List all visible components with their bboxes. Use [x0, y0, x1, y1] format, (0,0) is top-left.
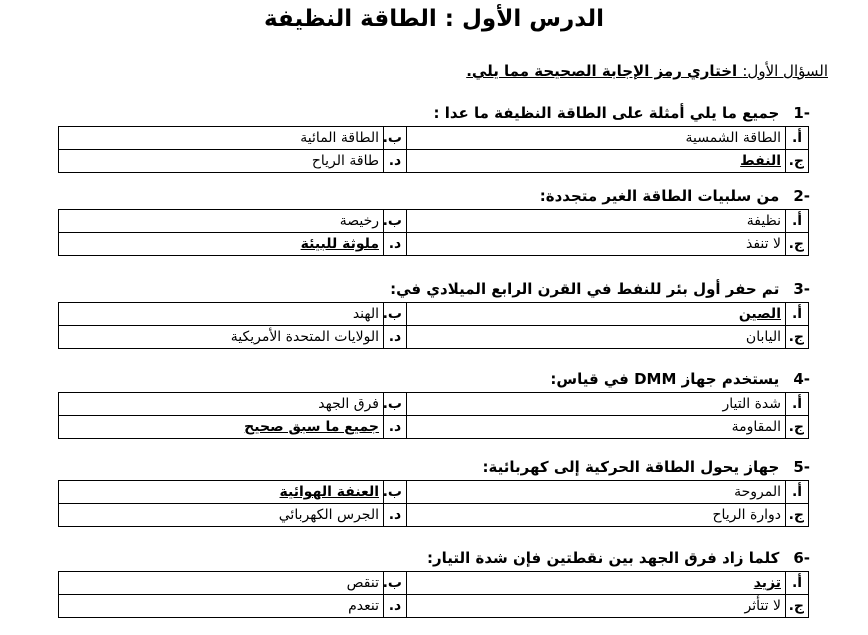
instruction-lead: السؤال الأول:: [742, 62, 828, 80]
question-3: [390, 280, 810, 298]
option-text[interactable]: [407, 416, 786, 439]
option-value: الجرس الكهربائي: [278, 507, 379, 523]
question-text: من سلبيات الطاقة الغير متجددة:: [539, 187, 780, 205]
option-text[interactable]: [407, 481, 786, 504]
option-value: ملوثة للبيئة: [300, 236, 379, 252]
option-text[interactable]: [59, 150, 384, 173]
option-text[interactable]: [59, 393, 384, 416]
option-label: أ.: [786, 393, 809, 416]
options-row: [59, 210, 809, 233]
options-row: [59, 127, 809, 150]
option-value: الصين: [738, 306, 781, 322]
page-title: الدرس الأول : الطاقة النظيفة: [263, 6, 605, 32]
option-value: الطاقة الشمسية: [685, 130, 781, 146]
options-row: [59, 481, 809, 504]
option-correct-answer[interactable]: [407, 303, 786, 326]
option-text[interactable]: [59, 127, 384, 150]
options-table-2: [58, 209, 809, 256]
options-table-5: [58, 480, 809, 527]
option-value: شدة التيار: [722, 396, 781, 412]
question-number: -3: [793, 280, 810, 298]
option-label: ج.: [786, 150, 809, 173]
option-label: د.: [384, 416, 407, 439]
option-value: اليابان: [745, 329, 781, 345]
question-5: [483, 458, 810, 476]
option-text[interactable]: [59, 210, 384, 233]
question-2: [540, 187, 810, 205]
option-value: لا تنفذ: [746, 236, 781, 252]
option-value: جميع ما سبق صحيح: [244, 419, 379, 435]
option-value: المروحة: [734, 484, 781, 500]
question-text: تم حفر أول بئر للنفط في القرن الرابع الميلادي في:: [390, 280, 780, 298]
option-label: ب.: [384, 127, 407, 150]
option-label: د.: [384, 504, 407, 527]
question-text: جهاز يحول الطاقة الحركية إلى كهربائية:: [482, 458, 780, 476]
question-number: -1: [793, 104, 810, 122]
question-number: -5: [793, 458, 810, 476]
option-text[interactable]: [59, 595, 384, 618]
options-row: [59, 233, 809, 256]
option-correct-answer[interactable]: [407, 572, 786, 595]
option-label: أ.: [786, 127, 809, 150]
option-text[interactable]: [59, 504, 384, 527]
option-value: دوارة الرياح: [712, 507, 781, 523]
question-text: جميع ما يلي أمثلة على الطاقة النظيفة ما عدا :: [433, 104, 780, 122]
question-number: -2: [793, 187, 810, 205]
option-label: ب.: [384, 210, 407, 233]
question-number: -6: [793, 549, 810, 567]
question-text: يستخدم جهاز DMM في قياس:: [550, 370, 780, 388]
question-1: [433, 104, 810, 122]
option-value: النفط: [740, 153, 781, 169]
option-label: د.: [384, 326, 407, 349]
options-table-1: [58, 126, 809, 173]
options-row: [59, 595, 809, 618]
option-label: أ.: [786, 303, 809, 326]
options-row: [59, 416, 809, 439]
option-label: ب.: [384, 481, 407, 504]
question-number: -4: [793, 370, 810, 388]
options-table-6: [58, 571, 809, 618]
option-label: ج.: [786, 595, 809, 618]
option-value: المقاومة: [731, 419, 781, 435]
question-6: [427, 549, 810, 567]
option-label: ج.: [786, 504, 809, 527]
option-text[interactable]: [59, 326, 384, 349]
option-correct-answer[interactable]: [407, 150, 786, 173]
option-text[interactable]: [59, 572, 384, 595]
option-value: الطاقة المائية: [300, 130, 379, 146]
option-label: ب.: [384, 572, 407, 595]
options-row: [59, 326, 809, 349]
option-label: أ.: [786, 572, 809, 595]
option-value: تزيد: [753, 575, 781, 591]
option-text[interactable]: [407, 393, 786, 416]
option-text[interactable]: [407, 233, 786, 256]
option-value: نظيفة: [746, 213, 781, 229]
option-text[interactable]: [59, 303, 384, 326]
option-label: د.: [384, 595, 407, 618]
option-value: العنفة الهوائية: [279, 484, 379, 500]
option-label: أ.: [786, 210, 809, 233]
option-label: د.: [384, 233, 407, 256]
option-value: الولايات المتحدة الأمريكية: [230, 329, 379, 345]
options-row: [59, 504, 809, 527]
option-text[interactable]: [407, 210, 786, 233]
option-label: ج.: [786, 416, 809, 439]
option-label: ب.: [384, 393, 407, 416]
instruction: [466, 62, 828, 80]
option-value: الهند: [352, 306, 379, 322]
option-correct-answer[interactable]: [59, 416, 384, 439]
option-label: د.: [384, 150, 407, 173]
options-row: [59, 303, 809, 326]
question-4: [550, 370, 810, 388]
option-text[interactable]: [407, 595, 786, 618]
option-value: تنقص: [346, 575, 379, 591]
option-value: فرق الجهد: [318, 396, 379, 412]
option-value: طاقة الرياح: [311, 153, 379, 169]
option-value: رخيصة: [339, 213, 379, 229]
option-correct-answer[interactable]: [59, 233, 384, 256]
options-row: [59, 572, 809, 595]
options-row: [59, 150, 809, 173]
option-label: ج.: [786, 233, 809, 256]
instruction-text: اختاري رمز الإجابة الصحيحة مما يلي.: [466, 62, 743, 80]
option-value: لا تتأثر: [744, 598, 781, 614]
option-text[interactable]: [407, 326, 786, 349]
option-label: ج.: [786, 326, 809, 349]
option-value: تنعدم: [348, 598, 379, 614]
options-table-4: [58, 392, 809, 439]
options-table-3: [58, 302, 809, 349]
options-row: [59, 393, 809, 416]
option-text[interactable]: [407, 504, 786, 527]
option-label: أ.: [786, 481, 809, 504]
option-label: ب.: [384, 303, 407, 326]
option-correct-answer[interactable]: [59, 481, 384, 504]
option-text[interactable]: [407, 127, 786, 150]
question-text: كلما زاد فرق الجهد بين نقطتين فإن شدة التيار:: [426, 549, 780, 567]
